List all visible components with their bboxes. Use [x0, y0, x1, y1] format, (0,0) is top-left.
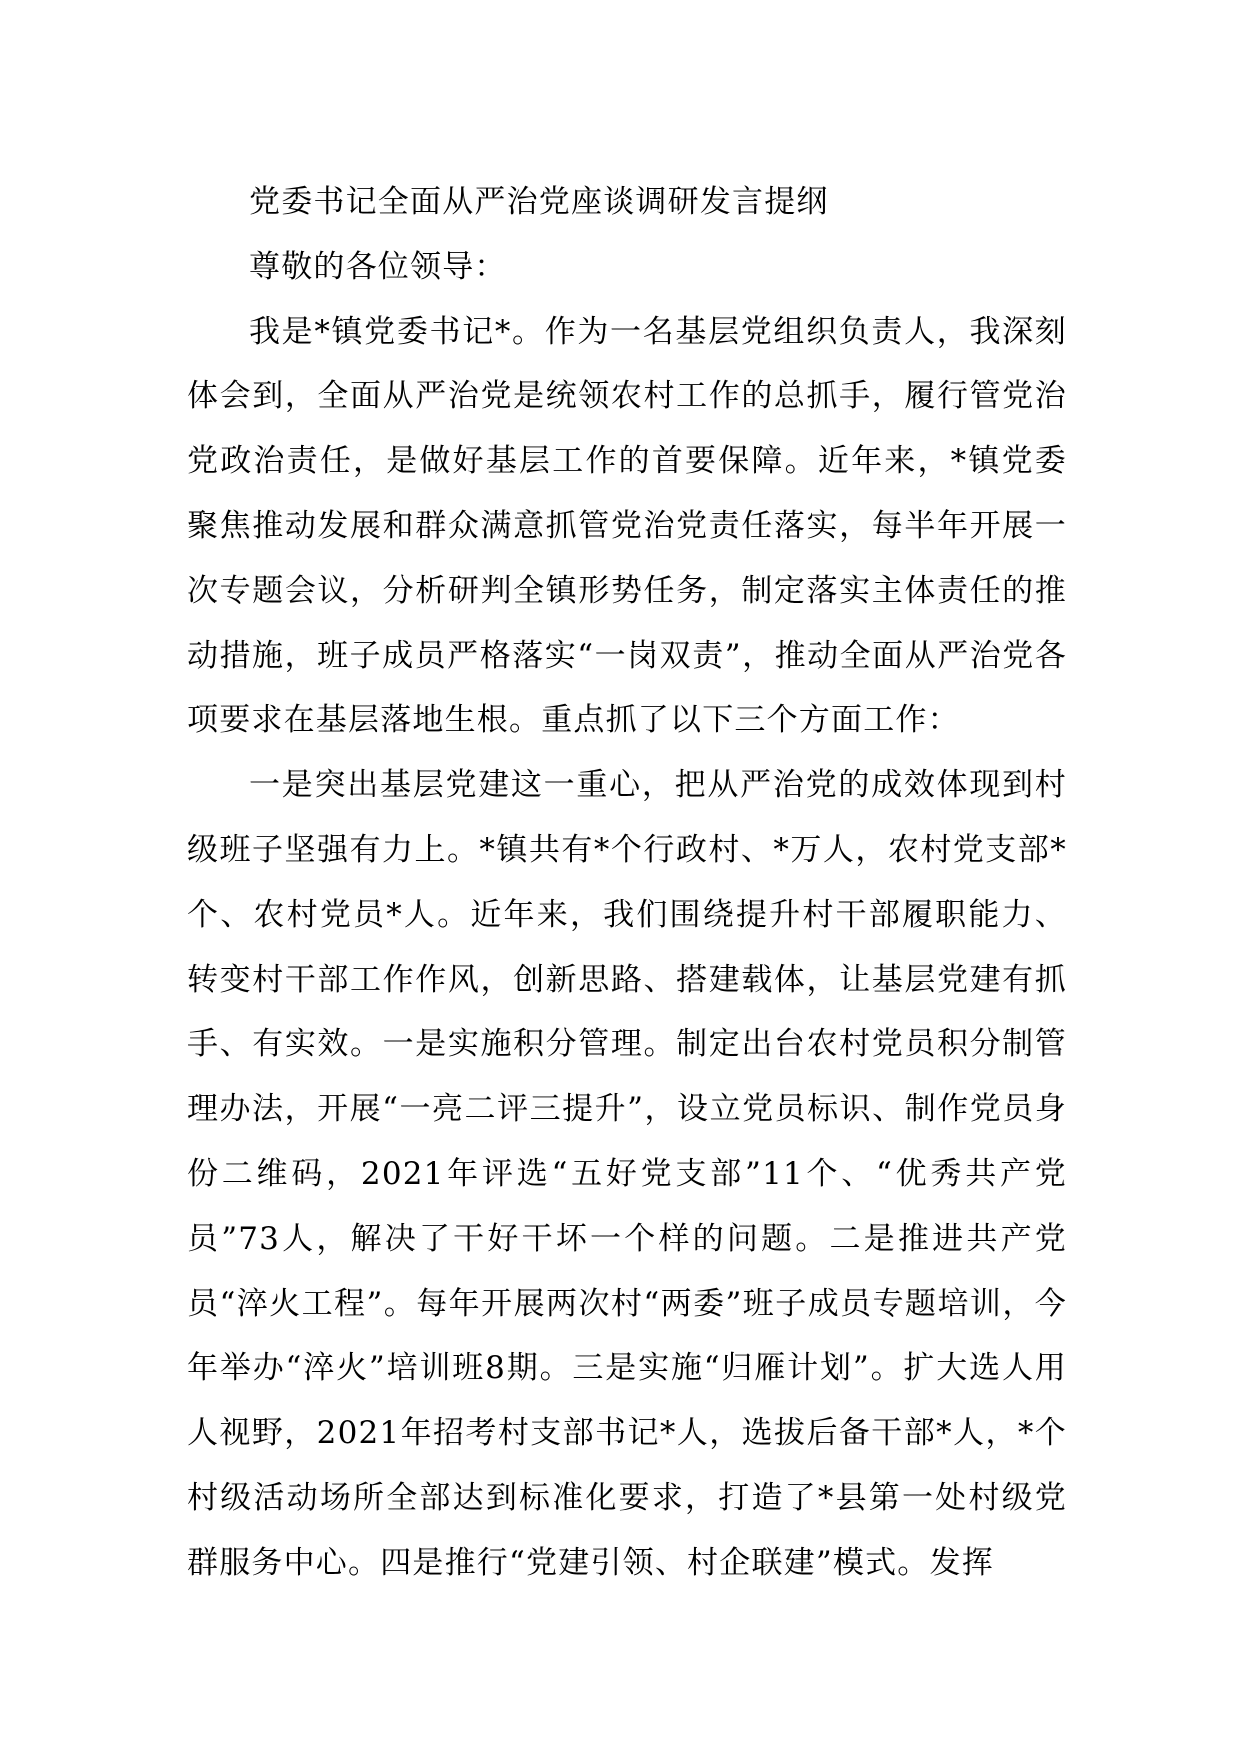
paragraph-grassroots: 一是突出基层党建这一重心，把从严治党的成效体现到村级班子坚强有力上。*镇共有*个行政村、*万人，农村党支部*个、农村党员*人。近年来，我们围绕提升村干部履职能力、转变村干部工作作风，创新思路、搭建载体，让基层党建有抓手、有实效。一是实施积分管理。制定出台农村党员积分制管理办法，开展“一亮二评三提升”，设立党员标识、制作党员身份二维码，2021年评选“五好党支部”11个、“优秀共产党员”73人，解决了干好干坏一个样的问题。二是推进共产党员“淬火工程”。每年开展两次村“两委”班子成员专题培训，今年举办“淬火”培训班8期。三是实施“归雁计划”。扩大选人用人视野，2021年招考村支部书记*人，选拔后备干部*人，*个村级活动场所全部达到标准化要求，打造了*县第一处村级党群服务中心。四是推行“党建引领、村企联建”模式。发挥 [187, 767, 1067, 1581]
salutation: 尊敬的各位领导： [249, 248, 507, 285]
document-body [187, 170, 1067, 1596]
paragraph-intro: 我是*镇党委书记*。作为一名基层党组织负责人，我深刻体会到，全面从严治党是统领农村工作的总抓手，履行管党治党政治责任，是做好基层工作的首要保障。近年来，*镇党委聚焦推动发展和群众满意抓管党治党责任落实，每半年开展一次专题会议，分析研判全镇形势任务，制定落实主体责任的推动措施，班子成员严格落实“一岗双责”，推动全面从严治党各项要求在基层落地生根。重点抓了以下三个方面工作： [187, 313, 1067, 739]
document-title: 党委书记全面从严治党座谈调研发言提纲 [249, 184, 829, 220]
